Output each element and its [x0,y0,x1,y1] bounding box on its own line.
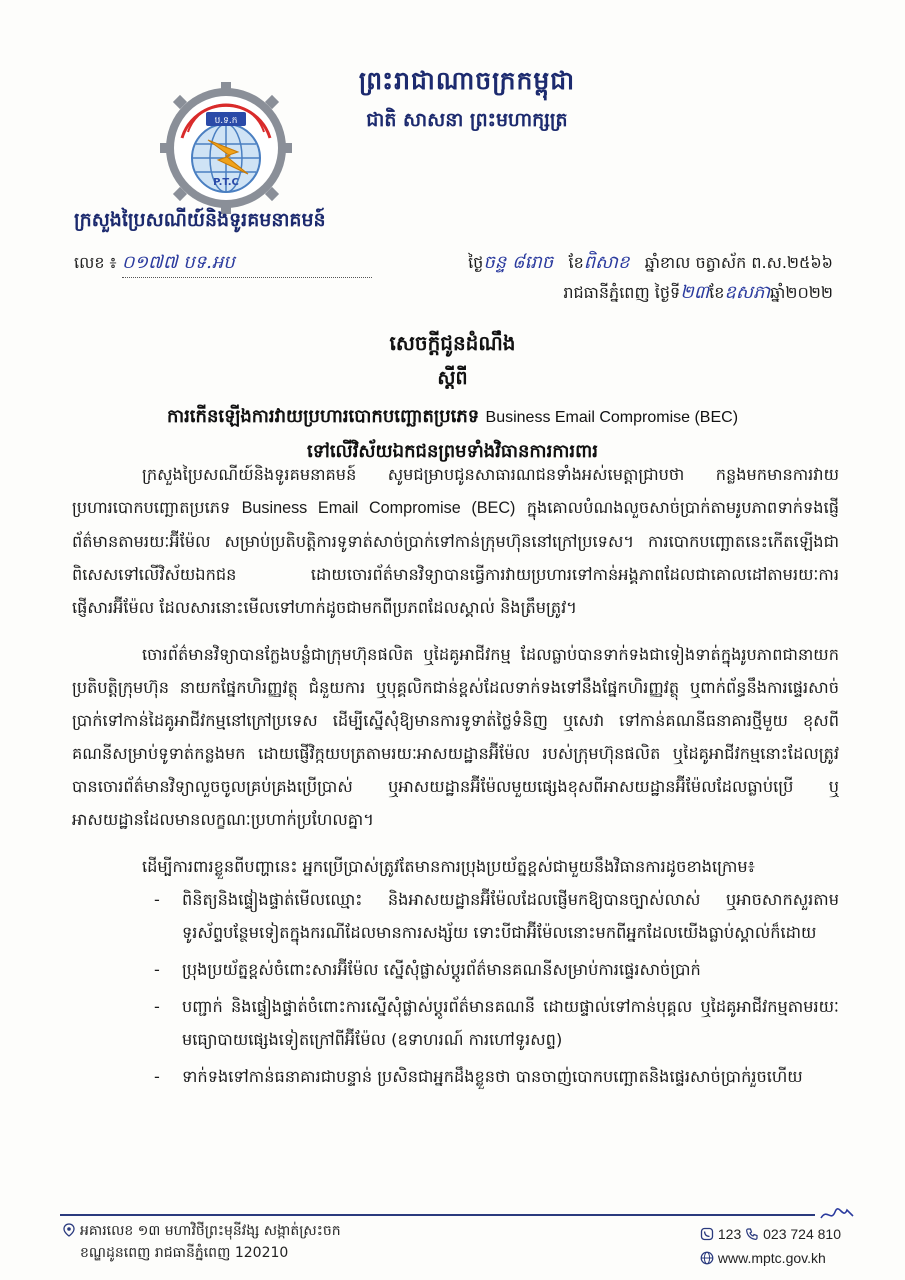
lunar-date [468,248,833,278]
list-item: - ទាក់ទងទៅកាន់ធនាគារជាបន្ទាន់ ប្រសិនជាអ្នកដឹងខ្លួនថា បានចាញ់បោកបញ្ឆោតនិងផ្ទេរសាច់ប្រាក់រួចហើយ [154,1060,839,1093]
phone-icon [745,1227,759,1241]
list-item: - ពិនិត្យនិងផ្ទៀងផ្ទាត់មើលឈ្មោះ និងអាសយដ្ឋានអ៊ីម៉ែលដែលផ្ញើមកឱ្យបានច្បាស់លាស់ ឬអាចសាកសួរតាមទូរស័ព្ទបន្ថែមទៀតក្នុងករណីដែលមានការសង្ស័យ ទោះបីជាអ៊ីម៉ែលនោះមកពីអ្នកដែលយើងធ្លាប់ស្គាល់ក៏ដោយ [154,883,839,949]
logo-text-top: ប.ទ.ក [214,116,238,126]
reference-number [74,250,372,278]
globe-icon [700,1251,714,1265]
footer-address [62,1220,341,1264]
location-pin-icon [62,1223,76,1237]
footer-divider [60,1214,815,1216]
notice-body [72,458,839,1097]
logo-text-bottom: P.T.C [213,177,239,188]
address-line-1-text: អគារលេខ ១៣ មហាវិថីព្រះមុនីវង្ស សង្កាត់ស្រះចក [80,1223,341,1239]
kingdom-heading [359,66,575,136]
lunar-day-prefix: ថ្ងៃ [468,253,484,272]
notice-title [60,330,845,466]
lunar-day: ចន្ទ ៨រោច [483,252,554,273]
place-prefix: រាជធានីភ្នំពេញ ថ្ងៃទី [563,283,681,302]
title-line-3-en: Business Email Compromise (BEC) [485,409,739,426]
title-line-2: ស្តីពី [437,367,468,389]
paragraph-1 [72,458,839,624]
reference-value: ០១៧៧ បទ.អប [121,252,235,273]
solar-day: ២៣ [680,282,710,303]
reference-label: លេខ ៖ [74,253,117,272]
lunar-month: ពិសាខ [583,252,630,273]
phone-number: 023 724 810 [763,1226,841,1242]
paragraph-1-part-a: ក្រសួងប្រៃសណីយ៍និងទូរគមនាគមន៍ សូមជម្រាបជូនសាធារណជនទាំងអស់មេត្តាជ្រាបថា កន្លងមកមានការវាយប្រហារបោកបញ្ឆោតប្រភេទ [72,465,839,517]
solar-month: ឧសភា [724,282,771,303]
hotline-icon [700,1227,714,1241]
address-line-2: ខណ្ឌដូនពេញ រាជធានីភ្នំពេញ 120210 [80,1245,289,1261]
lunar-year: ឆ្នាំខាល ចត្វាស័ក ព.ស.២៥៦៦ [644,253,833,272]
measures-intro: ដើម្បីការពារខ្លួនពីបញ្ហានេះ អ្នកប្រើប្រាស់ត្រូវតែមានការប្រុងប្រយ័ត្នខ្ពស់ជាមួយនឹងវិធានការដូចខាងក្រោម៖ [142,857,755,876]
ministry-name: ក្រសួងប្រៃសណីយ៍និងទូរគមនាគមន៍ [74,209,326,231]
title-line-3-kh: ការកើនឡើងការវាយប្រហារបោកបញ្ឆោតប្រភេទ [166,406,480,427]
kingdom-title: ព្រះរាជាណាចក្រកម្ពុជា [358,66,575,95]
ministry-logo [160,82,292,214]
title-line-4: ទៅលើវិស័យឯកជនព្រមទាំងវិធានការការពារ [306,441,598,462]
lunar-month-prefix: ខែ [568,253,584,272]
initials-signature [819,1204,855,1224]
paragraph-2: ចោរព័ត៌មានវិទ្យាបានក្លែងបន្លំជាក្រុមហ៊ុនផលិត ឬដៃគូអាជីវកម្ម ដែលធ្លាប់បានទាក់ទងជាទៀងទាត់ក្នុងរូបភាពជានាយកប្រតិបត្តិក្រុមហ៊ុន នាយកផ្នែកហិរញ្ញវត្ថុ ជំនួយការ ឬបុគ្គលិកជាន់ខ្ពស់ដែលទាក់ទងទៅនឹងផ្នែកហិរញ្ញវត្ថុ ឬពាក់ព័ន្ធនឹងការផ្ទេរសាច់ប្រាក់ទៅកាន់ដៃគូអាជីវកម្មនៅក្រៅប្រទេស ដើម្បីស្នើសុំឱ្យមានការទូទាត់ថ្លៃទំនិញ ឬសេវា ទៅកាន់គណនីធនាគារថ្មីមួយ ខុសពីគណនីសម្រាប់ទូទាត់កន្លងមក ដោយផ្ញើវិក្កយបត្រតាមរយៈអាសយដ្ឋានអ៊ីម៉ែល របស់ក្រុមហ៊ុនផលិត ឬដៃគូអាជីវកម្មនោះដែលត្រូវបានចោរព័ត៌មានវិទ្យាលួចចូលគ្រប់គ្រងប្រើប្រាស់ ឬអាសយដ្ឋានអ៊ីម៉ែលមួយផ្សេងខុសពីអាសយដ្ឋានអ៊ីម៉ែលដែលធ្លាប់ប្រើ ឬអាសយដ្ឋានដែលមានលក្ខណៈប្រហាក់ប្រហែលគ្នា។ [72,645,839,829]
solar-date [468,278,833,308]
measures-list [72,883,839,1093]
title-line-1: សេចក្តីជូនដំណឹង [389,331,516,355]
list-item: - បញ្ជាក់ និងផ្ទៀងផ្ទាត់ចំពោះការស្នើសុំផ្លាស់ប្តូរព័ត៌មានគណនី ដោយផ្ទាល់ទៅកាន់បុគ្គល ឬដៃគូអាជីវកម្មតាមរយៈមធ្យោបាយផ្សេងទៀតក្រៅពីអ៊ីម៉ែល (ឧទាហរណ៍ ការហៅទូរសព្ទ) [154,990,839,1056]
phone-line [700,1222,841,1246]
website-link[interactable]: www.mptc.gov.kh [717,1250,826,1266]
national-motto: ជាតិ សាសនា ព្រះមហាក្សត្រ [366,109,568,131]
paragraph-1-en: Business Email Compromise (BEC) [241,499,516,517]
date-block [468,248,833,308]
paragraph-1-part-b: ក្នុងគោលបំណងលួចសាច់ប្រាក់តាមរូបភាពទាក់ទងផ្ញើព័ត៌មានតាមរយៈអ៊ីម៉ែល សម្រាប់ប្រតិបត្តិការទូទាត់សាច់ប្រាក់ទៅកាន់ក្រុមហ៊ុននៅក្រៅប្រទេស។ ការបោកបញ្ឆោតនេះកើតឡើងជាពិសេសទៅលើវិស័យឯកជន ដោយចោរព័ត៌មានវិទ្យាបានធ្វើការវាយប្រហារទៅកាន់អង្គភាពដែលជាគោលដៅតាមរយៈការផ្ញើសារអ៊ីម៉ែល ដែលសារនោះមើលទៅហាក់ដូចជាមកពីប្រភពដែលស្គាល់ និងត្រឹមត្រូវ។ [72,498,839,617]
title-line-3 [60,404,845,431]
solar-year: ឆ្នាំ២០២២ [770,283,833,302]
list-item: - ប្រុងប្រយ័ត្នខ្ពស់ចំពោះសារអ៊ីម៉ែល ស្នើសុំផ្លាស់ប្តូរព័ត៌មានគណនីសម្រាប់ការផ្ទេរសាច់ប្រាក់ [154,953,839,986]
website-line [700,1246,841,1270]
footer-contact [700,1222,841,1270]
solar-month-prefix: ខែ [709,283,725,302]
hotline-number: 123 [717,1226,742,1242]
address-line-1 [62,1220,341,1242]
